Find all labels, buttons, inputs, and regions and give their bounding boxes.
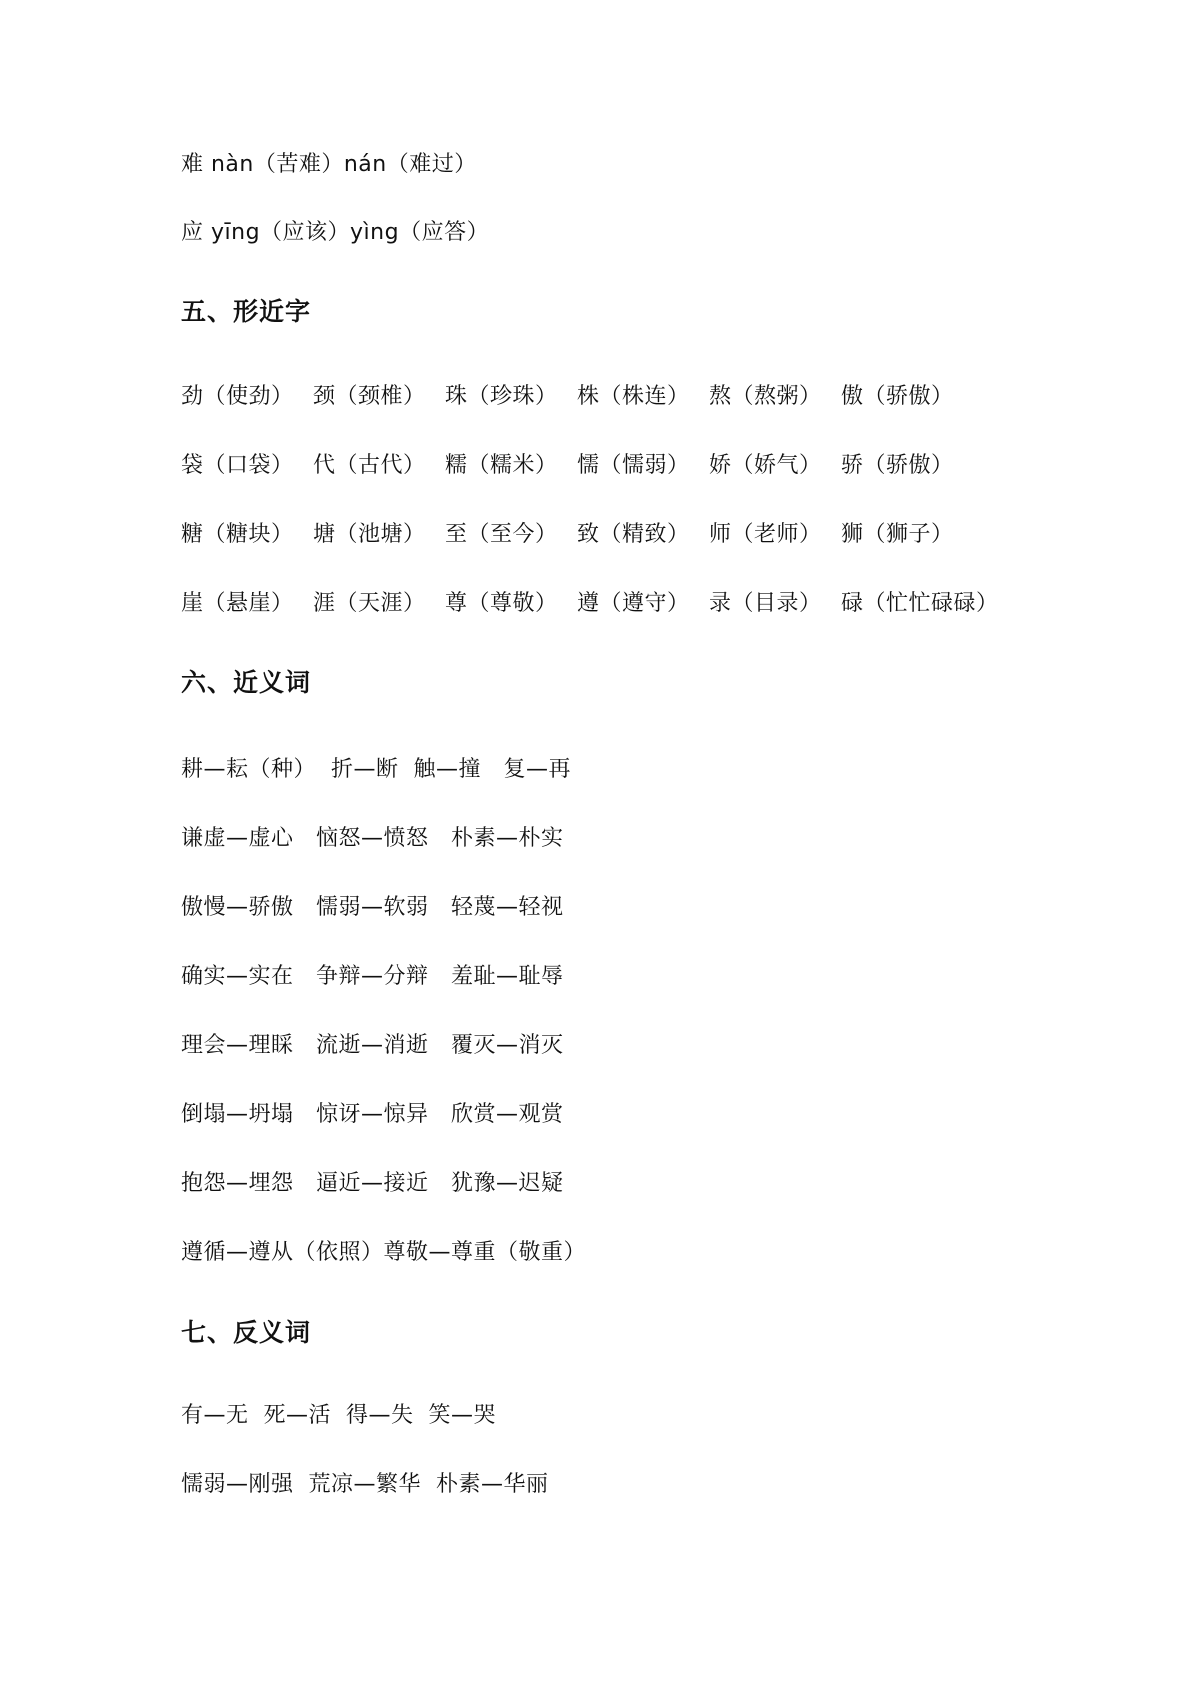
- polyphone-line-ying: 应 yīng（应该）yìng（应答）: [181, 220, 490, 245]
- word-pair: 袋（口袋）: [181, 453, 294, 478]
- word-pair: 熬（熬粥）: [709, 384, 822, 409]
- word-pair: 尊（尊敬）: [445, 591, 558, 616]
- word-pair: 崖（悬崖）: [181, 591, 294, 616]
- word-pair: 娇（娇气）: [709, 453, 822, 478]
- synonym-line: 确实—实在 争辩—分辩 羞耻—耻辱: [181, 964, 564, 989]
- similar-characters-row: [181, 520, 1081, 550]
- synonym-line: 谦虚—虚心 恼怒—愤怒 朴素—朴实: [181, 826, 564, 851]
- similar-characters-row: [181, 451, 1081, 481]
- word-pair: 劲（使劲）: [181, 384, 294, 409]
- similar-characters-row: [181, 382, 1081, 412]
- word-pair: 糯（糯米）: [445, 453, 558, 478]
- word-pair: 代（古代）: [313, 453, 426, 478]
- word-pair: 傲（骄傲）: [841, 384, 954, 409]
- similar-characters-row: [181, 589, 1081, 619]
- word-pair: 株（株连）: [577, 384, 690, 409]
- synonym-line: 理会—理睬 流逝—消逝 覆灭—消灭: [181, 1033, 564, 1058]
- synonym-line: 傲慢—骄傲 懦弱—软弱 轻蔑—轻视: [181, 895, 564, 920]
- word-pair: 至（至今）: [445, 522, 558, 547]
- polyphone-line-nan: 难 nàn（苦难）nán（难过）: [181, 152, 477, 177]
- antonym-line: 懦弱—刚强 荒凉—繁华 朴素—华丽: [181, 1472, 549, 1497]
- section-heading-synonyms: 六、近义词: [181, 668, 312, 697]
- section-heading-similar-characters: 五、形近字: [181, 297, 312, 326]
- section-heading-antonyms: 七、反义词: [181, 1318, 312, 1347]
- word-pair: 糖（糖块）: [181, 522, 294, 547]
- word-pair: 师（老师）: [709, 522, 822, 547]
- synonym-line: 遵循—遵从（依照）尊敬—尊重（敬重）: [181, 1240, 587, 1265]
- word-pair: 珠（珍珠）: [445, 384, 558, 409]
- word-pair: 录（目录）: [709, 591, 822, 616]
- word-pair: 塘（池塘）: [313, 522, 426, 547]
- word-pair: 碌（忙忙碌碌）: [841, 591, 999, 616]
- word-pair: 遵（遵守）: [577, 591, 690, 616]
- word-pair: 致（精致）: [577, 522, 690, 547]
- word-pair: 懦（懦弱）: [577, 453, 690, 478]
- synonym-line: 抱怨—埋怨 逼近—接近 犹豫—迟疑: [181, 1171, 564, 1196]
- word-pair: 骄（骄傲）: [841, 453, 954, 478]
- antonym-line: 有—无 死—活 得—失 笑—哭: [181, 1403, 496, 1428]
- word-pair: 颈（颈椎）: [313, 384, 426, 409]
- word-pair: 狮（狮子）: [841, 522, 954, 547]
- word-pair: 涯（天涯）: [313, 591, 426, 616]
- synonym-line: 倒塌—坍塌 惊讶—惊异 欣赏—观赏: [181, 1102, 564, 1127]
- synonym-line: 耕—耘（种） 折—断 触—撞 复—再: [181, 757, 571, 782]
